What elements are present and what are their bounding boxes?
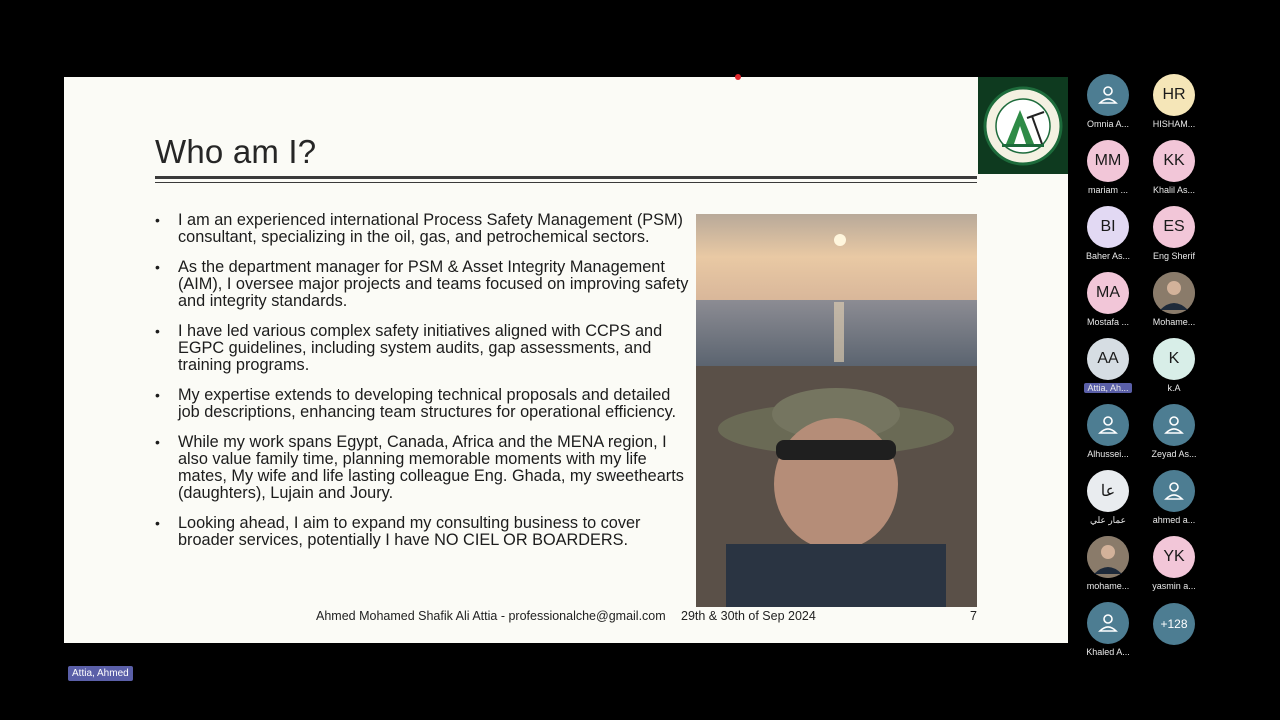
participant-avatar xyxy=(1087,470,1129,512)
participant-tile[interactable] xyxy=(1073,602,1143,657)
avatar-initials: عا xyxy=(1100,483,1116,500)
avatar-initials: YK xyxy=(1163,548,1185,565)
bullet-item: • My expertise extends to developing technical proposals and detailed job descriptions, enhancing team structures for operational efficiency. xyxy=(155,387,695,421)
bullet-item: • While my work spans Egypt, Canada, Africa and the MENA region, I also value family time, planning memorable moments with my life mates, My wife and life lasting colleague Eng. Ghada, my sweethearts (daughters), Lujain and Joury. xyxy=(155,434,695,502)
participant-name: Eng Sherif xyxy=(1152,251,1196,261)
avatar-initials: KK xyxy=(1163,152,1185,169)
participant-name: mariam ... xyxy=(1087,185,1128,195)
participant-tile[interactable] xyxy=(1073,404,1143,459)
participant-tile[interactable] xyxy=(1073,470,1143,526)
bullet-item: • Looking ahead, I aim to expand my consulting business to cover broader services, potentially I have NO CIEL OR BOARDERS. xyxy=(155,515,695,549)
participant-avatar xyxy=(1087,140,1129,182)
photo-avatar xyxy=(1087,536,1129,578)
avatar-initials: K xyxy=(1168,350,1180,367)
presenter-photo xyxy=(696,214,977,607)
participant-name: mohame... xyxy=(1086,581,1130,591)
shared-slide xyxy=(64,77,1068,643)
participant-name: yasmin a... xyxy=(1152,581,1196,591)
participant-tile[interactable] xyxy=(1073,206,1143,261)
participant-tile[interactable] xyxy=(1073,338,1143,398)
participant-name: Baher As... xyxy=(1085,251,1131,261)
participant-tile[interactable] xyxy=(1139,404,1209,459)
photo-avatar xyxy=(1153,272,1195,314)
avatar-initials: BI xyxy=(1100,218,1116,235)
bullet-list xyxy=(155,212,695,562)
bullet-item: • I am an experienced international Process Safety Management (PSM) consultant, specializing in the oil, gas, and petrochemical sectors. xyxy=(155,212,695,246)
footer-author: Ahmed Mohamed Shafik Ali Attia - professionalche@gmail.com xyxy=(316,609,666,623)
participant-tile[interactable] xyxy=(1139,140,1209,195)
participant-name: Mohame... xyxy=(1152,317,1196,327)
self-video-label: Attia, Ahmed xyxy=(68,666,133,681)
participant-tile[interactable] xyxy=(1073,74,1143,129)
avatar-initials: AA xyxy=(1097,350,1119,367)
participant-tile[interactable] xyxy=(1139,470,1209,525)
participant-avatar xyxy=(1153,74,1195,116)
participant-avatar xyxy=(1153,536,1195,578)
participant-name: Zeyad As... xyxy=(1151,449,1197,459)
participant-tile[interactable] xyxy=(1073,272,1143,327)
participant-tile[interactable] xyxy=(1139,536,1209,591)
participant-name: Omnia A... xyxy=(1086,119,1130,129)
avatar-initials: MM xyxy=(1094,152,1122,169)
participant-tile[interactable] xyxy=(1139,272,1209,327)
page-number: 7 xyxy=(970,609,977,623)
participant-name: Attia, Ah... xyxy=(1084,383,1131,393)
participant-name: عمار علي xyxy=(1089,515,1126,525)
pointer-dot xyxy=(735,74,741,80)
participant-name: ahmed a... xyxy=(1152,515,1196,525)
participant-avatar xyxy=(1153,338,1195,380)
participant-tile[interactable] xyxy=(1073,140,1143,195)
syndicate-logo xyxy=(978,77,1068,174)
person-icon xyxy=(1153,404,1195,446)
participant-avatar xyxy=(1153,206,1195,248)
footer-date: 29th & 30th of Sep 2024 xyxy=(681,609,816,623)
person-icon xyxy=(1087,74,1129,116)
avatar-initials: MA xyxy=(1096,284,1120,301)
participant-tile[interactable] xyxy=(1139,74,1209,129)
participant-tile[interactable] xyxy=(1139,206,1209,261)
bullet-item: • As the department manager for PSM & Asset Integrity Management (AIM), I oversee major projects and teams focused on improving safety and integrity standards. xyxy=(155,259,695,310)
participant-name: Khalil As... xyxy=(1152,185,1196,195)
participant-avatar xyxy=(1153,140,1195,182)
participant-avatar xyxy=(1087,338,1129,380)
more-participants-button[interactable]: +128 xyxy=(1153,603,1195,645)
participant-name: k.A xyxy=(1167,383,1181,393)
participant-tile[interactable] xyxy=(1139,338,1209,393)
avatar-initials: HR xyxy=(1162,86,1186,103)
participant-avatar xyxy=(1087,206,1129,248)
participant-name: Alhussei... xyxy=(1087,449,1129,459)
avatar-initials: ES xyxy=(1163,218,1185,235)
participant-avatar xyxy=(1087,272,1129,314)
title-rule-thin xyxy=(155,182,977,183)
bullet-item: • I have led various complex safety initiatives aligned with CCPS and EGPC guidelines, including system audits, gap assessments, and training programs. xyxy=(155,323,695,374)
participant-name: Khaled A... xyxy=(1086,647,1130,657)
participant-name: Mostafa ... xyxy=(1086,317,1130,327)
participant-tile[interactable] xyxy=(1073,536,1143,591)
person-icon xyxy=(1087,404,1129,446)
slide-title: Who am I? xyxy=(155,133,317,170)
logo-seal-icon xyxy=(982,82,1064,170)
title-rule xyxy=(155,176,977,179)
participant-name: HISHAM... xyxy=(1152,119,1196,129)
person-icon xyxy=(1153,470,1195,512)
person-icon xyxy=(1087,602,1129,644)
